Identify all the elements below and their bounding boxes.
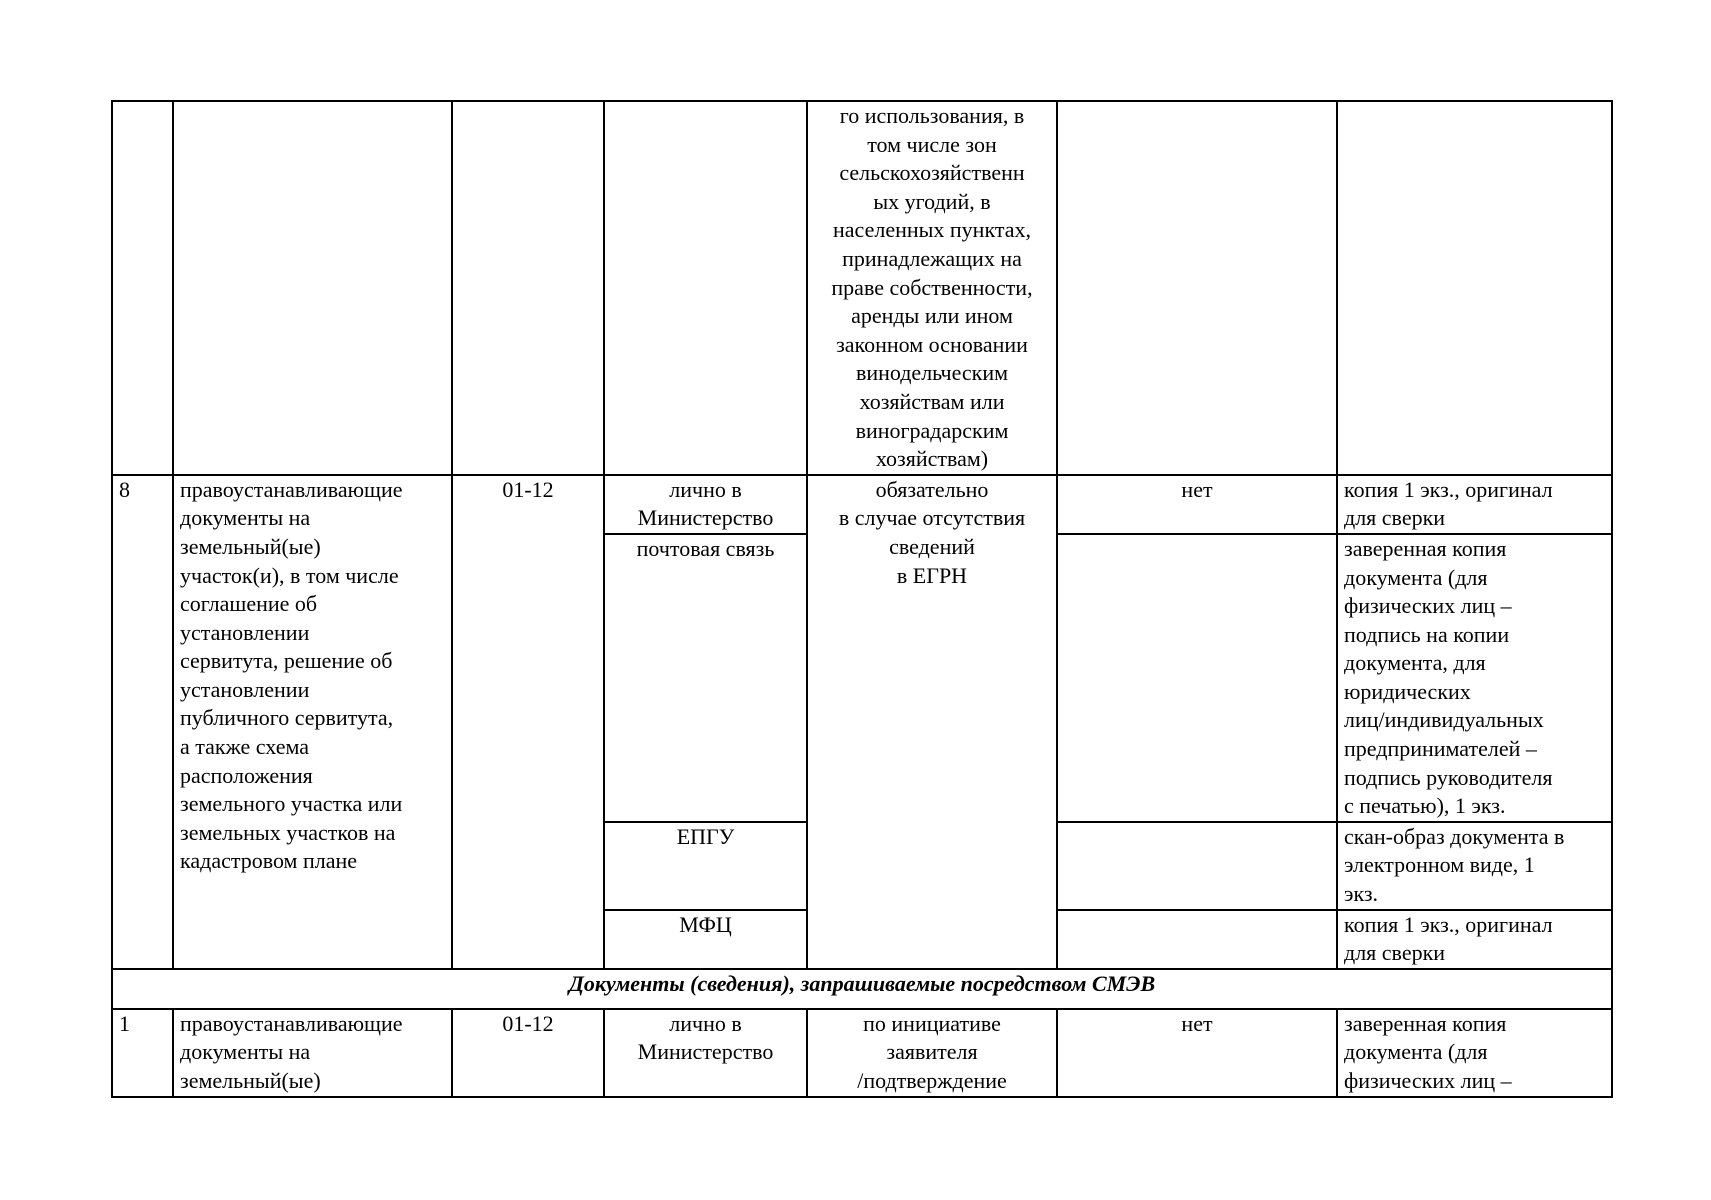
row-number: 8 <box>112 475 173 969</box>
template-cell <box>1057 534 1337 822</box>
table-cell <box>112 101 173 475</box>
table-row <box>112 475 1612 534</box>
form-cell: копия 1 экз., оригинал для сверки <box>1337 475 1612 534</box>
table-cell <box>1057 101 1337 475</box>
template-cell <box>1057 822 1337 910</box>
condition-cell: по инициативе заявителя /подтверждение <box>807 1009 1057 1097</box>
method-cell: ЕПГУ <box>604 822 807 910</box>
document-name-cell: правоустанавливающие документы на земельный(ые) участок(и), в том числе соглашение об установлении сервитута, решение об установлении публичного сервитута, а также схема расположения земельного участка или земельных участков на кадастровом плане <box>173 475 452 969</box>
document-name-cell: правоустанавливающие документы на земельный(ые) <box>173 1009 452 1097</box>
code-cell: 01-12 <box>452 1009 604 1097</box>
table-row <box>112 969 1612 1009</box>
documents-table <box>111 100 1613 1098</box>
table-cell <box>452 101 604 475</box>
form-cell: скан-образ документа в электронном виде, 1 экз. <box>1337 822 1612 910</box>
condition-cell: го использования, в том числе зон сельскохозяйственн ых угодий, в населенных пунктах, принадлежащих на праве собственности, аренды или ином законном основании винодельческим хозяйствам или виноградарским хозяйствам) <box>807 101 1057 475</box>
section-title: Документы (сведения), запрашиваемые посредством СМЭВ <box>112 969 1612 1009</box>
form-cell: копия 1 экз., оригинал для сверки <box>1337 910 1612 969</box>
code-cell: 01-12 <box>452 475 604 969</box>
template-cell: нет <box>1057 1009 1337 1097</box>
form-cell: заверенная копия документа (для физических лиц – подпись на копии документа, для юридических лиц/индивидуальных предпринимателей – подпись руководителя с печатью), 1 экз. <box>1337 534 1612 822</box>
method-cell: почтовая связь <box>604 534 807 822</box>
condition-cell: обязательно в случае отсутствия сведений в ЕГРН <box>807 475 1057 969</box>
method-cell: лично в Министерство <box>604 1009 807 1097</box>
table-cell <box>1337 101 1612 475</box>
table-cell <box>604 101 807 475</box>
method-cell: МФЦ <box>604 910 807 969</box>
table-row <box>112 101 1612 475</box>
template-cell: нет <box>1057 475 1337 534</box>
form-cell: заверенная копия документа (для физических лиц – <box>1337 1009 1612 1097</box>
method-cell: лично в Министерство <box>604 475 807 534</box>
table-cell <box>173 101 452 475</box>
row-number: 1 <box>112 1009 173 1097</box>
table-row <box>112 1009 1612 1097</box>
template-cell <box>1057 910 1337 969</box>
